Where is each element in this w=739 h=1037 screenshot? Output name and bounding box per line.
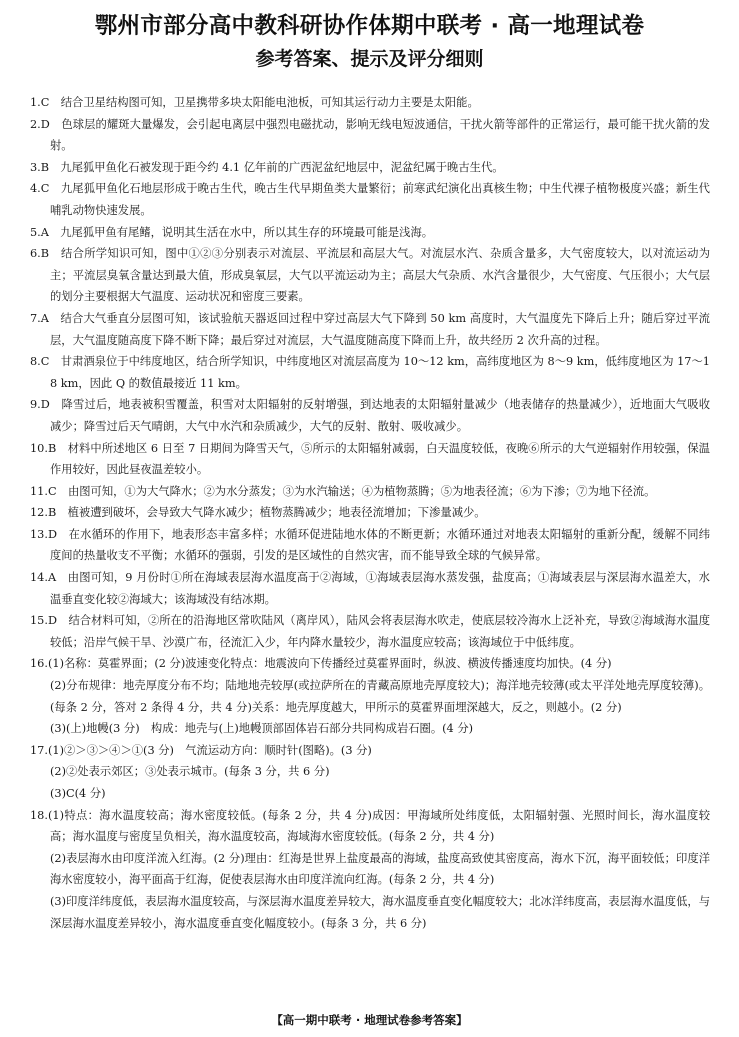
answer-item	[30, 610, 710, 653]
answer-item	[30, 157, 710, 179]
answer-item	[30, 178, 710, 221]
answer-text: (1)特点：海水温度较高；海水密度较低。(每条 2 分，共 4 分)成因：甲海域所处纬度低，太阳辐射强、光照时间长，海水温度较高；海水温度与密度呈负相关，海水温度较高，海域海水密度较低。(每条 2 分，共 4 分)	[47, 808, 710, 844]
answer-number: 3.B	[30, 160, 50, 174]
page-title: 鄂州市部分高中教科研协作体期中联考 · 高一地理试卷	[94, 13, 645, 39]
answer-text: 结合材料可知，②所在的沿海地区常吹陆风（离岸风），陆风会将表层海水吹走，使底层较冷海水上泛补充，导致②海域海水温度较低；沿岸气候干旱、沙漠广布，径流汇入少，年内降水量较少，海水温度应较高；该海域位于中低纬度。	[50, 614, 710, 649]
answer-text: 植被遭到破坏，会导致大气降水减少；植物蒸腾减少；地表径流增加；下渗量减少。	[67, 506, 486, 520]
answer-subitem: (3)C(4 分)	[50, 787, 106, 800]
answer-number: 17.	[30, 743, 48, 757]
page-subtitle: 参考答案、提示及评分细则	[255, 48, 484, 70]
answer-text: 结合卫星结构图可知，卫星携带多块太阳能电池板，可知其运行动力主要是太阳能。	[60, 96, 479, 109]
answer-number: 18.	[30, 808, 48, 822]
answer-text: 由图可知，9 月份时①所在海域表层海水温度高于②海域，①海域表层海水蒸发强，盐度高；①海域表层与深层海水温差大，水温垂直变化较②海域大；该海域没有结冰期。	[50, 571, 710, 606]
answer-number: 15.D	[30, 614, 58, 628]
answer-number: 9.D	[30, 398, 50, 412]
answer-subitem: (2)分布规律：地壳厚度分布不均；陆地地壳较厚(或拉萨所在的青藏高原地壳厚度较大)；海洋地壳较薄(或太平洋处地壳厚度较薄)。(每条 2 分，答对 2 条得 4 分，共 4 分)关系：地壳厚度越大，甲所示的莫霍界面埋深越大，反之，则越小。(2 分)	[50, 679, 710, 714]
answer-item	[30, 222, 710, 244]
answer-text: 结合所学知识可知，图中①②③分别表示对流层、平流层和高层大气。对流层水汽、杂质含量多，大气密度较大，以对流运动为主；平流层臭氧含量达到最大值，形成臭氧层，大气以平流运动为主；高层大气杂质、水汽含量很少，大气密度、气压很小；大气层的划分主要根据大气温度、运动状况和密度三要素。	[50, 247, 710, 304]
answer-number: 14.A	[30, 571, 57, 585]
answer-text: 由图可知，①为大气降水；②为水分蒸发；③为水汽输送；④为植物蒸腾；⑤为地表径流；⑥为下渗；⑦为地下径流。	[67, 484, 656, 498]
answer-text: 降雪过后，地表被积雪覆盖，积雪对太阳辐射的反射增强，到达地表的太阳辐射量减少（地表储存的热量减少），近地面大气吸收减少；降雪过后天气晴朗，大气中水汽和杂质减少，大气的反射、散射、吸收减少。	[50, 398, 710, 433]
answer-number: 4.C	[30, 182, 50, 196]
answer-item	[30, 740, 710, 762]
page-footer: 【高一期中联考 · 地理试卷参考答案】	[271, 1013, 468, 1027]
answer-text: 九尾狐甲鱼有尾鳍，说明其生活在水中，所以其生存的环境最可能是浅海。	[60, 225, 434, 239]
answer-item	[30, 653, 710, 675]
answer-item	[30, 567, 710, 610]
answer-item	[30, 438, 710, 481]
answer-item	[30, 481, 710, 503]
answer-number: 6.B	[30, 247, 50, 261]
answer-number: 7.A	[30, 311, 49, 325]
answer-text: (1)名称：莫霍界面；(2 分)波速变化特点：地震波向下传播经过莫霍界面时，纵波、横波传播速度均加快。(4 分)	[47, 657, 612, 671]
answer-item	[30, 805, 710, 848]
answer-number: 16.	[30, 657, 48, 671]
answer-subitem: (2)②处表示郊区；③处表示城市。(每条 3 分，共 6 分)	[50, 765, 330, 779]
answer-item	[30, 524, 710, 567]
answer-subitem: (2)表层海水由印度洋流入红海。(2 分)理由：红海是世界上盐度最高的海域，盐度高致使其密度高，海水下沉，海平面较低；印度洋海水密度较小，海平面高于红海，促使表层海水由印度洋流向红海。(每条 2 分，共 4 分)	[50, 851, 710, 887]
answer-text: 在水循环的作用下，地表形态丰富多样；水循环促进陆地水体的不断更新；水循环通过对地表太阳辐射的重新分配，缓解不同纬度间的热量收支不平衡；水循环的强弱，引发的是区域性的自然灾害，而不能导致全球的气候异常。	[50, 527, 710, 563]
answer-item	[30, 308, 710, 351]
answer-number: 10.B	[30, 441, 57, 455]
answer-text: 色球层的耀斑大量爆发，会引起电离层中强烈电磁扰动，影响无线电短波通信，干扰火箭等部件的正常运行，最可能干扰火箭的发射。	[50, 117, 710, 153]
answer-text: 材料中所述地区 6 日至 7 日期间为降雪天气，⑤所示的太阳辐射减弱，白天温度较低，夜晚⑥所示的大气逆辐射作用较强，保温作用较好，因此昼夜温差较小。	[50, 441, 710, 477]
answer-text: 九尾狐甲鱼化石被发现于距今约 4.1 亿年前的广西泥盆纪地层中，泥盆纪属于晚古生代。	[60, 160, 504, 174]
answer-number: 2.D	[30, 117, 50, 131]
answer-number: 8.C	[30, 355, 50, 369]
answer-list	[30, 92, 710, 934]
answer-number: 1.C	[30, 96, 50, 109]
answer-item	[30, 394, 710, 437]
answer-item	[30, 351, 710, 394]
answer-text: 结合大气垂直分层图可知，该试验航天器返回过程中穿过高层大气下降到 50 km 高度时，大气温度先下降后上升；随后穿过平流层，大气温度随高度下降不断下降；最后穿过对流层，大气温度随高度下降而上升，故共经历 2 次升高的过程。	[50, 311, 710, 347]
answer-item	[30, 114, 710, 157]
answer-number: 5.A	[30, 225, 49, 239]
answer-subitem: (3)(上)地幔(3 分) 构成：地壳与(上)地幔顶部固体岩石部分共同构成岩石圈。(4 分)	[50, 722, 474, 736]
answer-item	[30, 92, 710, 114]
answer-text: 九尾狐甲鱼化石地层形成于晚古生代，晚古生代早期鱼类大量繁衍；前寒武纪演化出真核生物；中生代裸子植物极度兴盛；新生代哺乳动物快速发展。	[50, 182, 710, 217]
answer-item	[30, 502, 710, 524]
answer-number: 11.C	[30, 484, 57, 498]
answer-subitem: (3)印度洋纬度低，表层海水温度较高，与深层海水温度差异较大，海水温度垂直变化幅度较大；北冰洋纬度高，表层海水温度低，与深层海水温度差异较小，海水温度垂直变化幅度较小。(每条 3 分，共 6 分)	[50, 894, 710, 930]
answer-text: (1)②＞③＞④＞①(3 分) 气流运动方向：顺时针(图略)。(3 分)	[47, 743, 372, 757]
answer-number: 12.B	[30, 506, 57, 520]
answer-item	[30, 243, 710, 308]
answer-number: 13.D	[30, 527, 58, 541]
answer-text: 甘肃酒泉位于中纬度地区，结合所学知识，中纬度地区对流层高度为 10～12 km，高纬度地区为 8～9 km，低纬度地区为 17～18 km，因此 Q 的数值最接近 11 km。	[50, 355, 710, 390]
